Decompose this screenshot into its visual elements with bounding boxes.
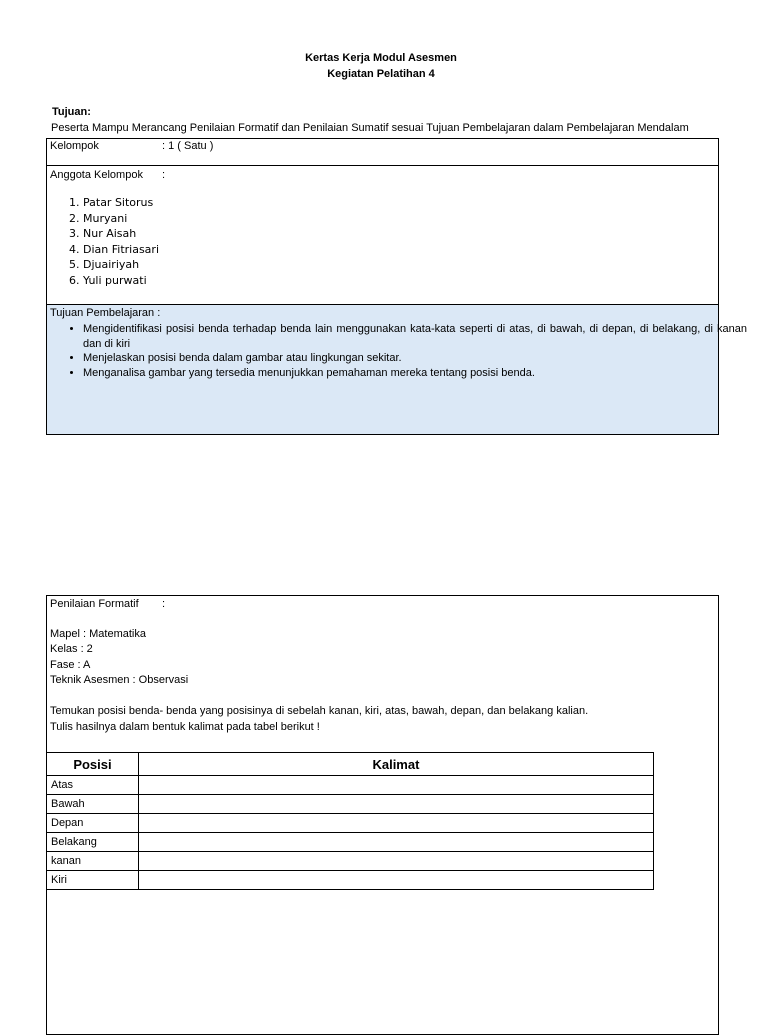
member-item: 2. Muryani (83, 211, 159, 227)
tujuan-text: Peserta Mampu Merancang Penilaian Formatif dan Penilaian Sumatif sesuai Tujuan Pembelajaran dalam Pembelajaran Mendalam (51, 122, 689, 134)
goal-item: • Menjelaskan posisi benda dalam gambar atau lingkungan sekitar. (83, 351, 751, 366)
kalimat-cell[interactable] (138, 871, 653, 890)
table-row (47, 833, 654, 852)
table-row (47, 776, 654, 795)
kalimat-cell[interactable] (138, 776, 653, 795)
member-item: 4. Dian Fitriasari (83, 242, 159, 258)
posisi-cell: Kiri (47, 871, 139, 890)
instruction-1: Temukan posisi benda- benda yang posisinya di sebelah kanan, kiri, atas, bawah, depan, dan belakang kalian. (50, 705, 589, 717)
table-row (47, 852, 654, 871)
posisi-cell: Belakang (47, 833, 139, 852)
goal-item: • Mengidentifikasi posisi benda terhadap benda lain menggunakan kata-kata seperti di atas, di bawah, di depan, di belakang, di kanan dan di kiri (83, 322, 751, 351)
tujuan-label: Tujuan: (52, 106, 91, 118)
member-item: 3. Nur Aisah (83, 226, 159, 242)
goal-item: • Menganalisa gambar yang tersedia menunjukkan pemahaman mereka tentang posisi benda. (83, 366, 751, 381)
posisi-cell: Depan (47, 814, 139, 833)
table-row (47, 795, 654, 814)
kalimat-cell[interactable] (138, 795, 653, 814)
anggota-colon: : (162, 169, 166, 181)
kelompok-label: Kelompok (50, 140, 99, 152)
posisi-cell: Atas (47, 776, 139, 795)
posisi-cell: kanan (47, 852, 139, 871)
document-subtitle: Kegiatan Pelatihan 4 (327, 68, 435, 80)
tujuan-pembelajaran-list (47, 322, 751, 380)
header-posisi: Posisi (47, 753, 139, 776)
member-item: 5. Djuairiyah (83, 257, 159, 273)
kelas-text: Kelas : 2 (50, 643, 93, 655)
penilaian-label: Penilaian Formatif (50, 598, 139, 610)
tujuan-pembelajaran-label: Tujuan Pembelajaran : (50, 307, 161, 319)
posisi-table (46, 752, 654, 890)
posisi-cell: Bawah (47, 795, 139, 814)
instruction-2: Tulis hasilnya dalam bentuk kalimat pada tabel berikut ! (50, 721, 320, 733)
document-title: Kertas Kerja Modul Asesmen (305, 52, 457, 64)
table-row (47, 871, 654, 890)
penilaian-colon: : (162, 598, 166, 610)
kelompok-value: : 1 ( Satu ) (162, 140, 214, 152)
fase-text: Fase : A (50, 659, 91, 671)
member-item: 6. Yuli purwati (83, 273, 159, 289)
kalimat-cell[interactable] (138, 814, 653, 833)
kalimat-cell[interactable] (138, 833, 653, 852)
anggota-label: Anggota Kelompok (50, 169, 143, 181)
tujuan-pembelajaran-box (46, 304, 747, 435)
mapel-text: Mapel : Matematika (50, 628, 146, 640)
anggota-box (46, 165, 719, 305)
kalimat-cell[interactable] (138, 852, 653, 871)
kelompok-box (46, 138, 719, 166)
header-kalimat: Kalimat (138, 753, 653, 776)
member-list (49, 195, 159, 288)
teknik-text: Teknik Asesmen : Observasi (50, 674, 189, 686)
member-item: 1. Patar Sitorus (83, 195, 159, 211)
table-header-row (47, 753, 654, 776)
table-row (47, 814, 654, 833)
